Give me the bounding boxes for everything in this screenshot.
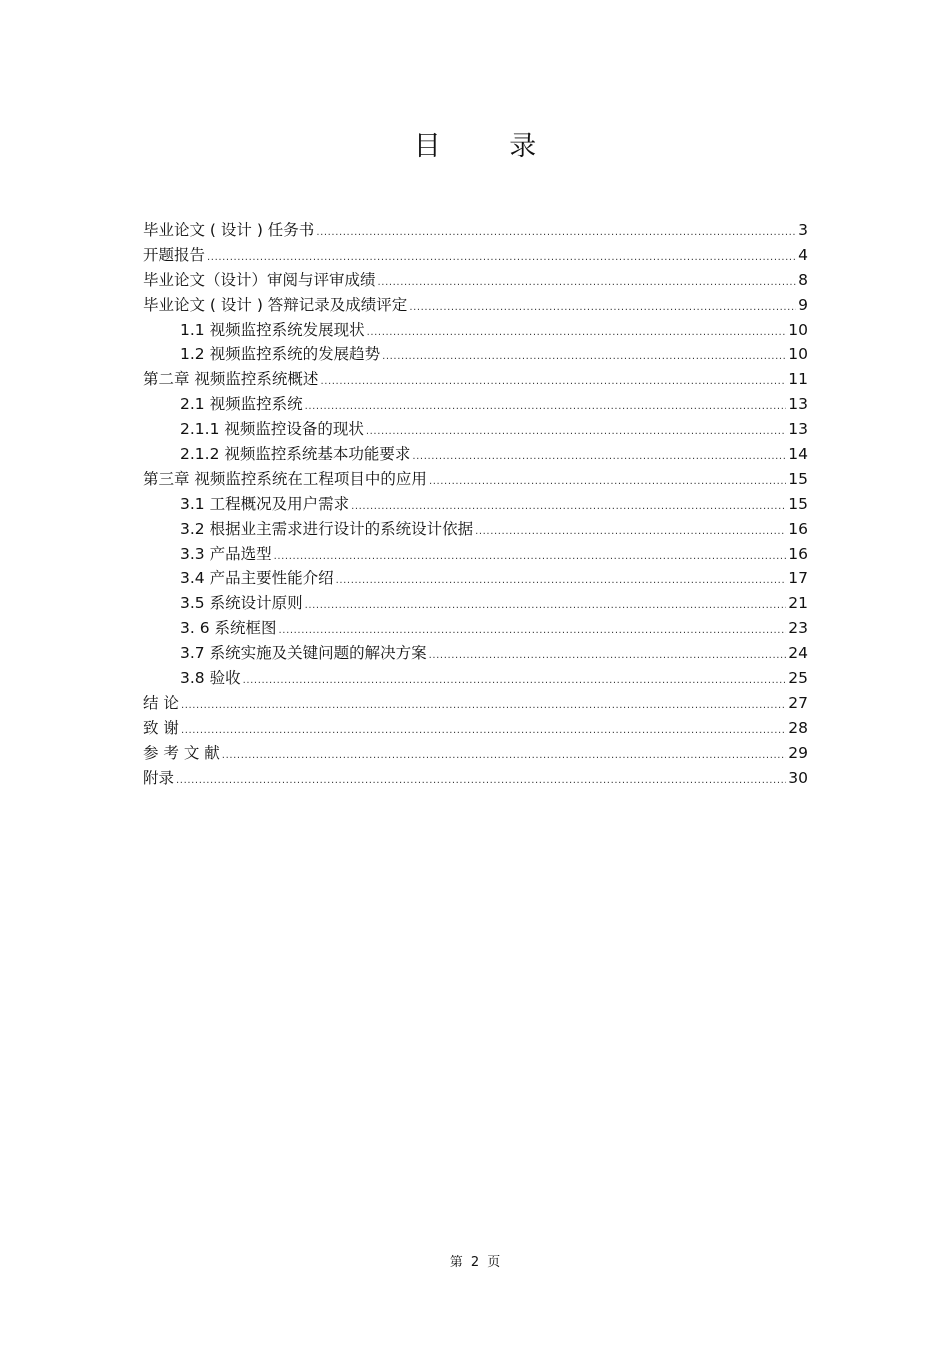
toc-entry-label: 3.4 产品主要性能介绍	[180, 569, 334, 588]
toc-entry-page-number: 3	[798, 221, 808, 239]
toc-dot-leader	[305, 395, 787, 420]
toc-entry[interactable]	[143, 442, 808, 467]
toc-entry-label: 附录	[143, 768, 175, 787]
toc-entry-page-number: 24	[788, 644, 808, 663]
toc-entry-label: 3.3 产品选型	[180, 544, 272, 563]
toc-entry-page-number: 4	[798, 245, 808, 264]
toc-entry-label: 2.1.2 视频监控系统基本功能要求	[180, 445, 411, 464]
toc-dot-leader	[181, 719, 786, 744]
toc-dot-leader	[243, 669, 787, 694]
toc-dot-leader	[366, 420, 786, 445]
toc-entry-page-number: 21	[788, 594, 808, 613]
toc-entry[interactable]	[143, 591, 808, 616]
toc-entry-label: 3.5 系统设计原则	[180, 594, 303, 613]
toc-entry[interactable]	[143, 467, 808, 492]
toc-dot-leader	[316, 221, 796, 246]
toc-entry[interactable]	[143, 293, 808, 318]
toc-entry[interactable]	[143, 766, 808, 791]
toc-entry-label: 毕业论文 ( 设计 ) 任务书	[143, 221, 315, 239]
toc-entry-page-number: 25	[788, 669, 808, 688]
toc-entry[interactable]	[143, 641, 808, 666]
toc-dot-leader	[429, 470, 786, 495]
toc-entry-page-number: 23	[788, 619, 808, 638]
toc-entry-label: 2.1.1 视频监控设备的现状	[180, 420, 364, 439]
toc-entry[interactable]	[143, 741, 808, 766]
toc-entry-page-number: 29	[788, 743, 808, 762]
toc-dot-leader	[412, 445, 786, 470]
toc-dot-leader	[222, 744, 786, 769]
toc-dot-leader	[378, 271, 797, 296]
toc-entry-label: 参 考 文 献	[143, 743, 220, 762]
toc-entry-label: 第三章 视频监控系统在工程项目中的应用	[143, 469, 427, 488]
toc-dot-leader	[429, 644, 787, 669]
toc-entry-page-number: 30	[788, 768, 808, 787]
toc-entry-page-number: 15	[788, 469, 808, 488]
toc-dot-leader	[409, 296, 796, 321]
toc-dot-leader	[320, 370, 786, 395]
table-of-contents	[143, 218, 808, 790]
toc-entry-page-number: 8	[798, 270, 808, 289]
toc-entry[interactable]	[143, 417, 808, 442]
toc-entry-page-number: 16	[788, 544, 808, 563]
toc-entry-page-number: 28	[788, 718, 808, 737]
toc-entry[interactable]	[143, 616, 808, 641]
toc-entry[interactable]	[143, 566, 808, 591]
toc-entry-label: 结 论	[143, 693, 179, 712]
toc-entry[interactable]	[143, 666, 808, 691]
toc-entry[interactable]	[143, 392, 808, 417]
toc-entry-label: 3.2 根据业主需求进行设计的系统设计依据	[180, 519, 474, 538]
toc-entry-label: 3.7 系统实施及关键问题的解决方案	[180, 644, 427, 663]
toc-dot-leader	[336, 569, 787, 594]
toc-entry-label: 1.1 视频监控系统发展现状	[180, 320, 365, 339]
toc-entry-label: 3. 6 系统框图	[180, 619, 277, 638]
toc-entry-page-number: 11	[788, 370, 808, 389]
toc-entry-page-number: 9	[798, 295, 808, 314]
toc-entry[interactable]	[143, 243, 808, 268]
page-number-footer: 第 2 页	[449, 1255, 501, 1270]
toc-dot-leader	[176, 769, 786, 794]
toc-entry[interactable]	[143, 716, 808, 741]
toc-entry[interactable]	[143, 542, 808, 567]
toc-dot-leader	[305, 594, 787, 619]
toc-entry[interactable]	[143, 268, 808, 293]
toc-entry-label: 3.8 验收	[180, 669, 241, 688]
toc-entry-label: 毕业论文 ( 设计 ) 答辩记录及成绩评定	[143, 295, 408, 314]
toc-entry-page-number: 14	[788, 445, 808, 464]
toc-dot-leader	[475, 520, 786, 545]
toc-entry-page-number: 10	[788, 320, 808, 339]
toc-entry-page-number: 27	[788, 693, 808, 712]
toc-entry-label: 2.1 视频监控系统	[180, 395, 303, 414]
toc-entry-label: 开题报告	[143, 245, 206, 264]
toc-entry[interactable]	[143, 342, 808, 367]
toc-dot-leader	[367, 321, 787, 346]
toc-entry[interactable]	[143, 691, 808, 716]
toc-entry-page-number: 15	[788, 494, 808, 513]
toc-entry-page-number: 17	[788, 569, 808, 588]
toc-entry-page-number: 13	[788, 420, 808, 439]
page-title: 目 录	[413, 131, 567, 162]
toc-entry-label: 第二章 视频监控系统概述	[143, 370, 319, 389]
toc-entry[interactable]	[143, 492, 808, 517]
toc-dot-leader	[382, 345, 786, 370]
toc-dot-leader	[274, 545, 787, 570]
toc-entry[interactable]	[143, 367, 808, 392]
toc-entry-label: 3.1 工程概况及用户需求	[180, 494, 350, 513]
toc-dot-leader	[181, 694, 786, 719]
toc-entry-label: 致 谢	[143, 718, 179, 737]
toc-entry[interactable]	[143, 218, 808, 243]
toc-entry-page-number: 13	[788, 395, 808, 414]
toc-entry[interactable]	[143, 517, 808, 542]
toc-entry-label: 1.2 视频监控系统的发展趋势	[180, 345, 381, 364]
toc-entry-label: 毕业论文（设计）审阅与评审成绩	[143, 270, 376, 289]
toc-entry-page-number: 16	[788, 519, 808, 538]
toc-entry[interactable]	[143, 318, 808, 343]
toc-entry-page-number: 10	[788, 345, 808, 364]
